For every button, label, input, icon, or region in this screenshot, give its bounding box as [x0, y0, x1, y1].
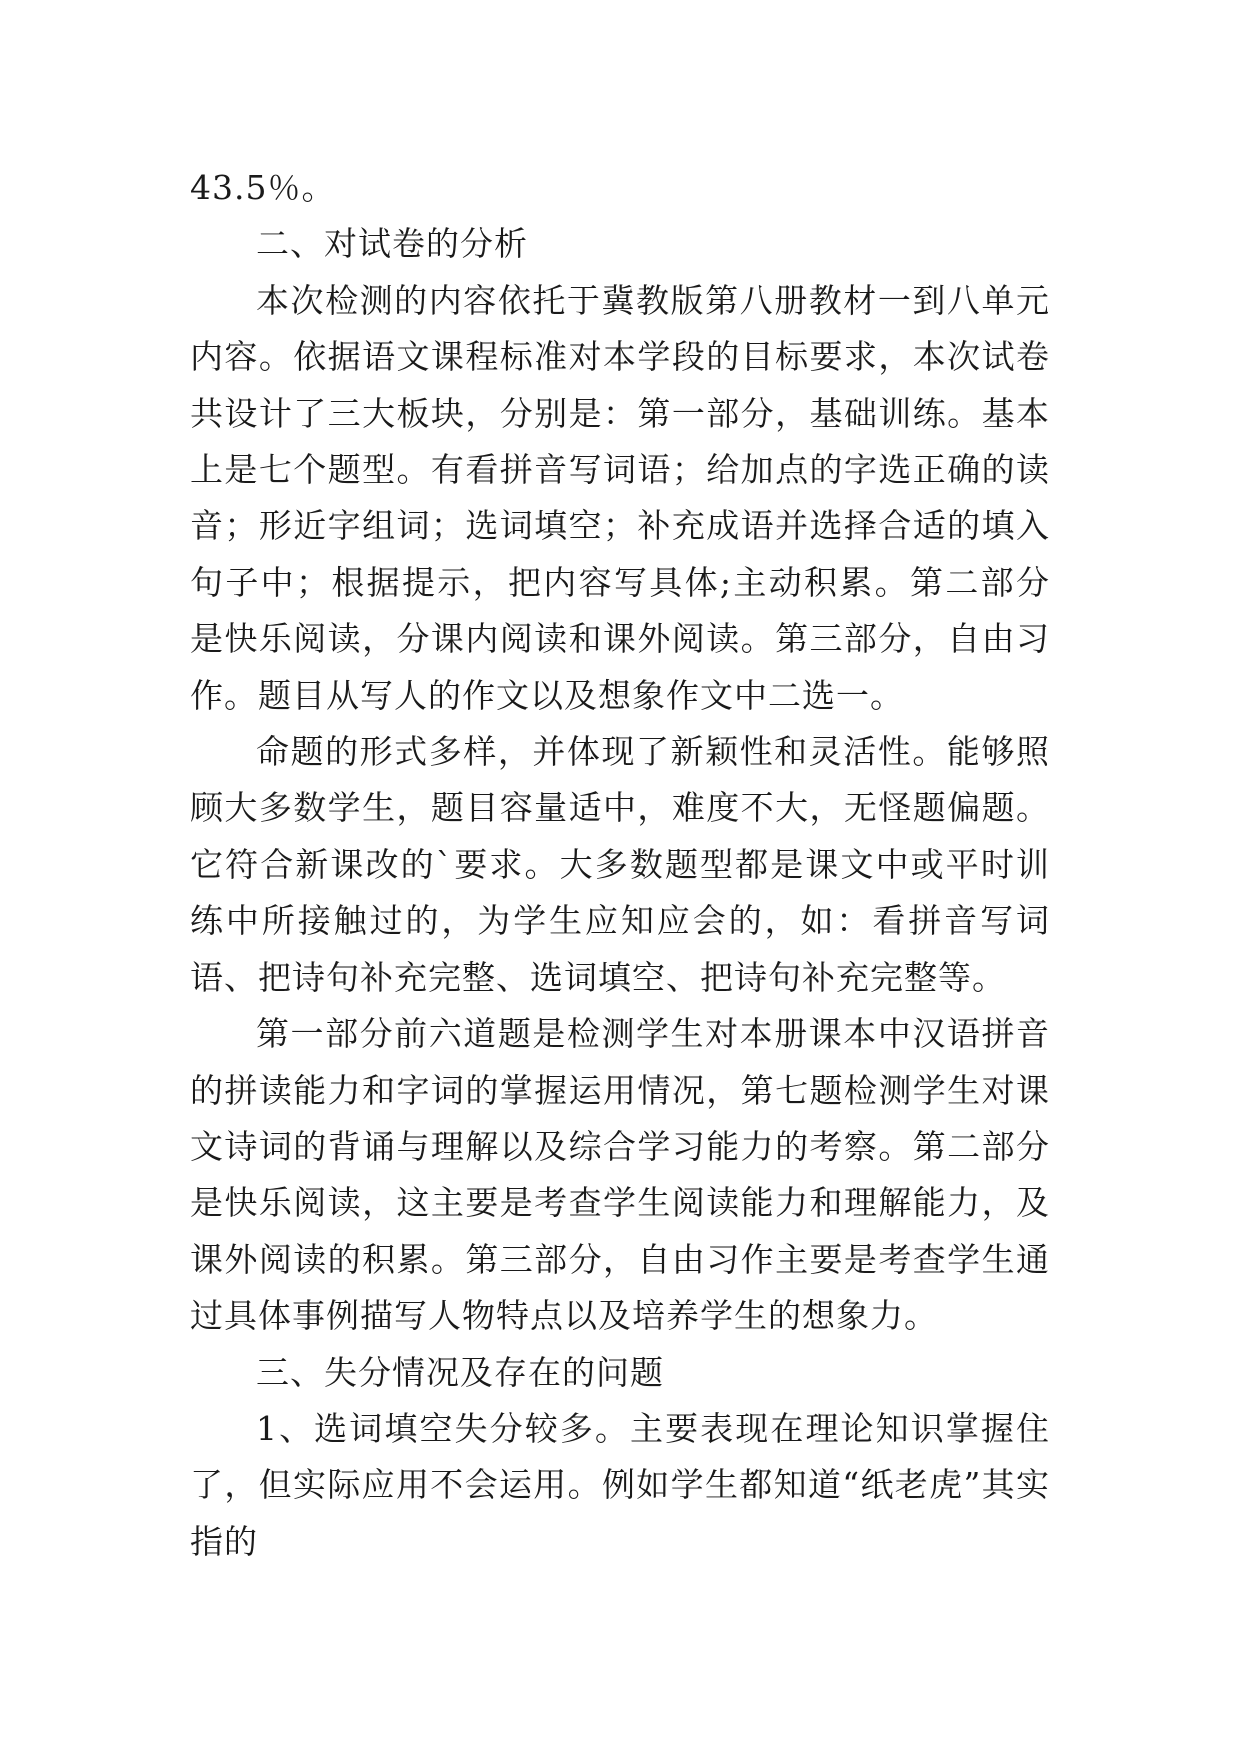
document-body	[190, 160, 1050, 1570]
paragraph-question-forms: 命题的形式多样，并体现了新颖性和灵活性。能够照顾大多数学生，题目容量适中，难度不大，无怪题偏题。它符合新课改的`要求。大多数题型都是课文中或平时训练中所接触过的，为学生应知应会的，如：看拼音写词语、把诗句补充完整、选词填空、把诗句补充完整等。	[190, 732, 1050, 997]
section-heading-exam-analysis: 二、对试卷的分析	[256, 224, 528, 264]
section-heading-problems: 三、失分情况及存在的问题	[256, 1352, 664, 1392]
paragraph-exam-content: 本次检测的内容依托于冀教版第八册教材一到八单元内容。依据语文课程标准对本学段的目标要求，本次试卷共设计了三大板块，分别是：第一部分，基础训练。基本上是七个题型。有看拼音写词语；给加点的字选正确的读音；形近字组词；选词填空；补充成语并选择合适的填入句子中；根据提示，把内容写具体;主动积累。第二部分是快乐阅读，分课内阅读和课外阅读。第三部分，自由习作。题目从写人的作文以及想象作文中二选一。	[190, 280, 1050, 715]
paragraph-question-details: 第一部分前六道题是检测学生对本册课本中汉语拼音的拼读能力和字词的掌握运用情况，第七题检测学生对课文诗词的背诵与理解以及综合学习能力的考察。第二部分是快乐阅读，这主要是考查学生阅读能力和理解能力，及课外阅读的积累。第三部分，自由习作主要是考查学生通过具体事例描写人物特点以及培养学生的想象力。	[190, 1014, 1050, 1336]
paragraph-word-fill-issue: 1、选词填空失分较多。主要表现在理论知识掌握住了，但实际应用不会运用。例如学生都知道“纸老虎”其实指的	[190, 1408, 1050, 1561]
paragraph-percentage: 43.5％。	[190, 168, 336, 207]
